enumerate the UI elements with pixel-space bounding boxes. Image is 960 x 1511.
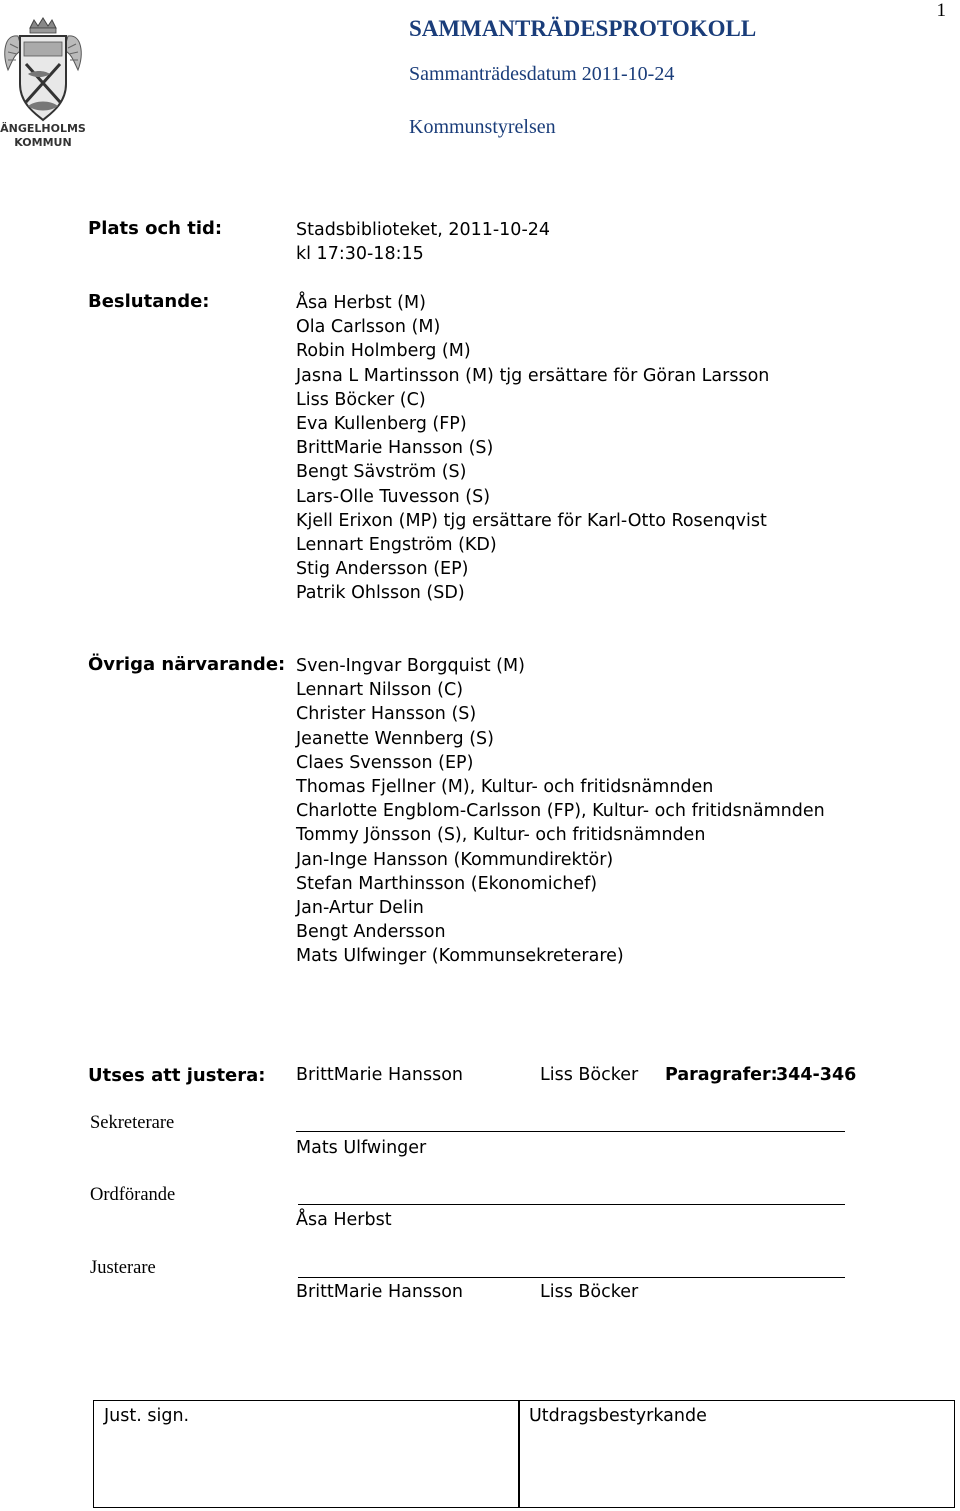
list-item: Bengt Andersson [296, 922, 446, 943]
list-item: Stefan Marthinsson (Ekonomichef) [296, 873, 598, 894]
logo-text-line1: ÄNGELHOLMS [0, 122, 86, 135]
list-item: BrittMarie Hansson (S) [296, 438, 494, 459]
decision-makers-label: Beslutande: [88, 291, 210, 312]
extract-certification-label: Utdragsbestyrkande [529, 1406, 707, 1426]
list-item: Claes Svensson (EP) [296, 752, 474, 773]
list-item: Jeanette Wennberg (S) [296, 728, 494, 749]
list-item: Mats Ulfwinger (Kommunsekreterare) [296, 946, 624, 967]
place-line: Stadsbiblioteket, 2011-10-24 [296, 220, 551, 240]
page-number: 1 [936, 0, 946, 21]
chair-label: Ordförande [90, 1185, 176, 1205]
adjuster-name-1: BrittMarie Hansson [296, 1065, 464, 1085]
list-item: Christer Hansson (S) [296, 704, 477, 725]
coat-of-arms-icon [0, 14, 86, 132]
others-present-label: Övriga närvarande: [88, 654, 286, 675]
adjuster-signature-name-2: Liss Böcker [540, 1282, 639, 1302]
list-item: Patrik Ohlsson (SD) [296, 583, 465, 604]
list-item: Thomas Fjellner (M), Kultur- och fritidsnämnden [296, 777, 714, 798]
document-title: SAMMANTRÄDESPROTOKOLL [409, 16, 757, 41]
adjuster-name-2: Liss Böcker [540, 1065, 639, 1085]
signature-box [93, 1400, 955, 1508]
organ-name: Kommunstyrelsen [409, 116, 556, 138]
paragraphs-label: Paragrafer: [665, 1065, 778, 1085]
logo-text-line2: KOMMUN [14, 136, 72, 149]
list-item: Tommy Jönsson (S), Kultur- och fritidsnämnden [296, 825, 706, 846]
list-item: Robin Holmberg (M) [296, 341, 471, 362]
secretary-signature-line [296, 1131, 845, 1132]
adjuster-signature-name-1: BrittMarie Hansson [296, 1282, 464, 1302]
decision-makers-list [296, 291, 769, 606]
time-line: kl 17:30-18:15 [296, 244, 424, 265]
list-item: Lennart Engström (KD) [296, 535, 497, 556]
list-item: Liss Böcker (C) [296, 389, 426, 410]
secretary-name: Mats Ulfwinger [296, 1138, 427, 1158]
adjuster-signature-line [298, 1277, 845, 1278]
list-item: Lars-Olle Tuvesson (S) [296, 486, 491, 507]
adjusters-label: Utses att justera: [88, 1065, 266, 1086]
others-present-list [296, 654, 825, 969]
list-item: Eva Kullenberg (FP) [296, 414, 467, 435]
place-time-lines [296, 218, 550, 266]
list-item: Lennart Nilsson (C) [296, 680, 464, 701]
place-time-label: Plats och tid: [88, 218, 223, 239]
chair-signature-line [298, 1204, 845, 1205]
meeting-date: Sammanträdesdatum 2011-10-24 [409, 63, 675, 85]
adjuster-label: Justerare [90, 1258, 156, 1278]
just-sign-label: Just. sign. [104, 1406, 190, 1426]
paragraphs-value: 344-346 [776, 1065, 857, 1085]
list-item: Sven-Ingvar Borgquist (M) [296, 656, 525, 676]
chair-name: Åsa Herbst [296, 1210, 392, 1230]
signature-box-divider [518, 1400, 520, 1508]
list-item: Jan-Artur Delin [296, 898, 424, 919]
list-item: Jasna L Martinsson (M) tjg ersättare för Göran Larsson [296, 365, 770, 386]
list-item: Ola Carlsson (M) [296, 317, 441, 338]
secretary-label: Sekreterare [90, 1113, 175, 1133]
list-item: Stig Andersson (EP) [296, 559, 469, 580]
logo-text [0, 122, 86, 150]
list-item: Kjell Erixon (MP) tjg ersättare för Karl-Otto Rosenqvist [296, 510, 767, 531]
list-item: Charlotte Engblom-Carlsson (FP), Kultur- och fritidsnämnden [296, 801, 825, 822]
list-item: Jan-Inge Hansson (Kommundirektör) [296, 849, 614, 870]
list-item: Bengt Sävström (S) [296, 462, 467, 483]
list-item: Åsa Herbst (M) [296, 293, 426, 313]
